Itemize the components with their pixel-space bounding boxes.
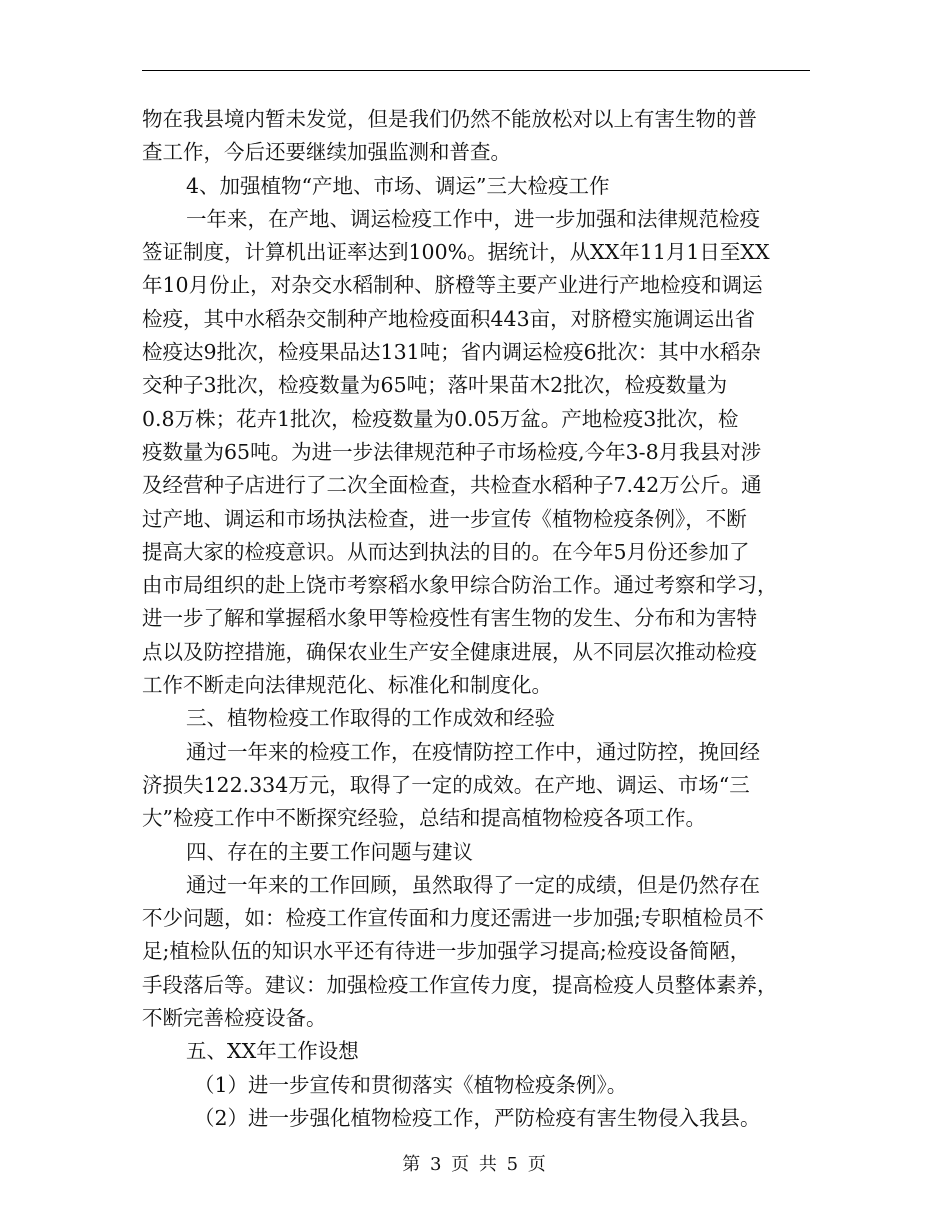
body-text	[142, 103, 810, 1135]
list-item: （2）进一步强化植物检疫工作，严防检疫有害生物侵入我县。	[194, 1105, 761, 1130]
text-line: 过产地、调运和市场执法检查，进一步宣传《植物检疫条例》，不断	[142, 506, 747, 531]
text-line: 疫数量为65吨。为进一步法律规范种子市场检疫,今年3-8月我县对涉	[142, 439, 762, 464]
text-line: 工作不断走向法律规范化、标准化和制度化。	[142, 673, 552, 698]
header-rule	[142, 70, 810, 71]
text-line: 足;植检队伍的知识水平还有待进一步加强学习提高;检疫设备简陋，	[142, 939, 751, 964]
text-line: 通过一年来的工作回顾，虽然取得了一定的成绩，但是仍然存在	[186, 872, 760, 897]
text-line: 不断完善检疫设备。	[142, 1006, 327, 1031]
text-line: 大”检疫工作中不断探究经验，总结和提高植物检疫各项工作。	[142, 806, 706, 831]
text-line: 交种子3批次，检疫数量为65吨；落叶果苗木2批次，检疫数量为	[142, 373, 728, 398]
list-item: （1）进一步宣传和贯彻落实《植物检疫条例》。	[194, 1072, 628, 1097]
text-line: 不少问题，如：检疫工作宣传面和力度还需进一步加强;专职植检员不	[142, 906, 764, 931]
text-line: 手段落后等。建议：加强检疫工作宣传力度，提高检疫人员整体素养，	[142, 972, 778, 997]
text-line: 进一步了解和掌握稻水象甲等检疫性有害生物的发生、分布和为害特	[142, 606, 757, 631]
page-number-footer: 第 3 页 共 5 页	[402, 1154, 548, 1175]
text-line: 签证制度，计算机出证率达到100%。据统计，从XX年11月1日至XX	[142, 240, 770, 265]
text-line: 查工作，今后还要继续加强监测和普查。	[142, 140, 511, 165]
section-heading: 四、存在的主要工作问题与建议	[186, 839, 473, 864]
text-line: 检疫，其中水稻杂交制种产地检疫面积443亩，对脐橙实施调运出省	[142, 306, 756, 331]
section-heading: 五、XX年工作设想	[186, 1039, 359, 1064]
text-line: 年10月份止，对杂交水稻制种、脐橙等主要产业进行产地检疫和调运	[142, 273, 763, 298]
text-line: 通过一年来的检疫工作，在疫情防控工作中，通过防控，挽回经	[186, 739, 760, 764]
section-heading: 4、加强植物“产地、市场、调运”三大检疫工作	[186, 173, 610, 198]
text-line: 点以及防控措施，确保农业生产安全健康进展，从不同层次推动检疫	[142, 639, 757, 664]
text-line: 一年来，在产地、调运检疫工作中，进一步加强和法律规范检疫	[186, 206, 760, 231]
text-line: 由市局组织的赴上饶市考察稻水象甲综合防治工作。通过考察和学习，	[142, 573, 778, 598]
text-line: 检疫达9批次，检疫果品达131吨；省内调运检疫6批次：其中水稻杂	[142, 340, 761, 365]
text-line: 及经营种子店进行了二次全面检查，共检查水稻种子7.42万公斤。通	[142, 473, 762, 498]
text-line: 0.8万株；花卉1批次，检疫数量为0.05万盆。产地检疫3批次，检	[142, 406, 739, 431]
section-heading: 三、植物检疫工作取得的工作成效和经验	[186, 706, 555, 731]
text-line: 物在我县境内暂未发觉，但是我们仍然不能放松对以上有害生物的普	[142, 107, 757, 131]
text-line: 济损失122.334万元，取得了一定的成效。在产地、调运、市场“三	[142, 772, 750, 797]
text-line: 提高大家的检疫意识。从而达到执法的目的。在今年5月份还参加了	[142, 539, 750, 564]
